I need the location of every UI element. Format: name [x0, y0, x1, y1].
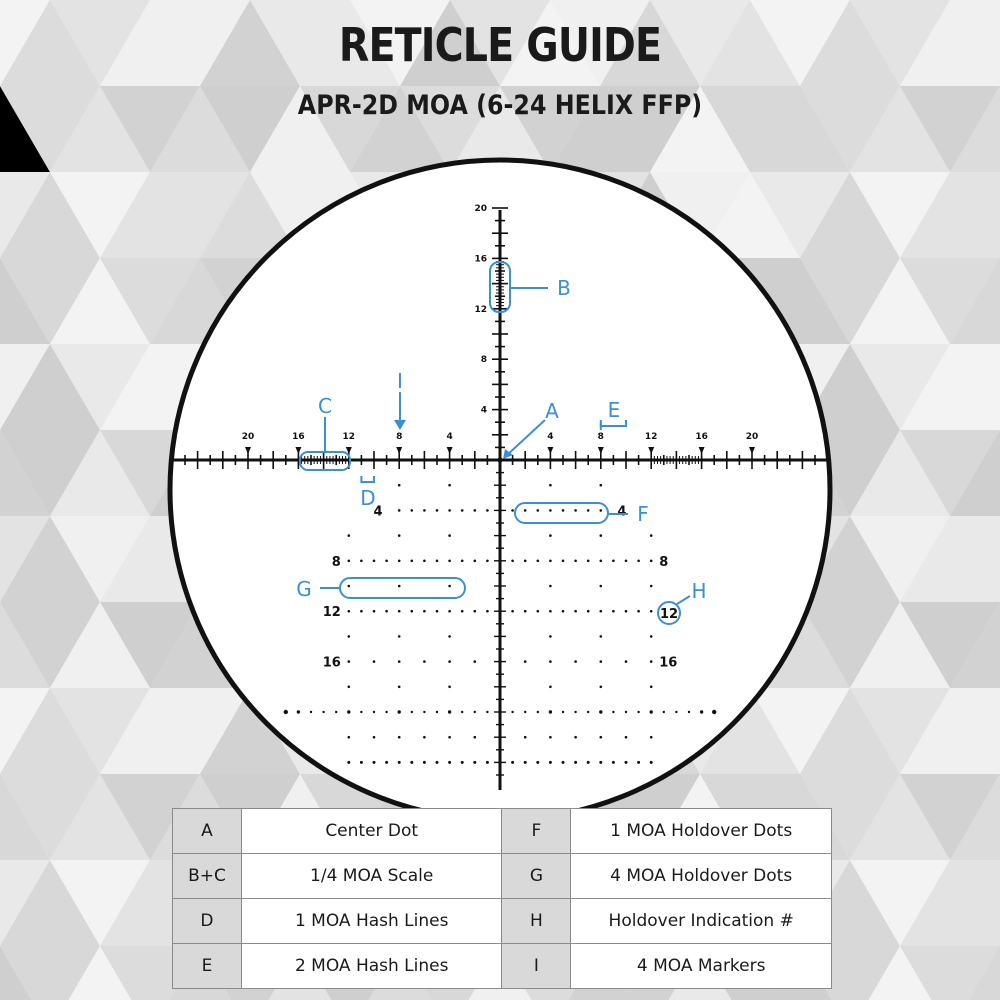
- vertical-scale-label: 4: [480, 405, 487, 416]
- holdover-dot: [537, 509, 540, 512]
- holdover-dot: [398, 761, 401, 764]
- holdover-dot: [474, 560, 477, 563]
- holdover-dot: [599, 710, 602, 713]
- holdover-dot: [650, 710, 653, 713]
- holdover-dot: [473, 761, 476, 764]
- page-title: RETICLE GUIDE: [338, 18, 662, 72]
- horizontal-scale-label: 12: [342, 432, 356, 442]
- legend-description: Center Dot: [241, 809, 502, 854]
- holdover-dot: [537, 610, 540, 613]
- holdover-dot: [600, 534, 603, 537]
- holdover-dot: [348, 610, 351, 613]
- holdover-dot: [537, 711, 539, 713]
- holdover-dot: [574, 509, 577, 512]
- holdover-dot: [637, 711, 639, 713]
- holdover-dot: [348, 736, 351, 739]
- holdover-dot: [625, 560, 628, 563]
- holdover-dot: [373, 736, 376, 739]
- holdover-dot: [600, 509, 603, 512]
- holdover-dot: [562, 761, 565, 764]
- legend-key: F: [502, 809, 571, 854]
- horizontal-scale-label: 12: [644, 432, 658, 442]
- holdover-dot: [398, 736, 401, 739]
- holdover-dot: [436, 711, 438, 713]
- holdover-dot: [625, 660, 628, 663]
- holdover-dot: [562, 610, 565, 613]
- holdover-dot: [600, 585, 603, 588]
- holdover-dot: [562, 560, 565, 563]
- holdover-label-right: 8: [659, 554, 669, 570]
- holdover-dot: [461, 509, 464, 512]
- holdover-dot: [411, 711, 413, 713]
- holdover-dot: [562, 509, 565, 512]
- holdover-label-left: 16: [322, 655, 341, 671]
- legend-description: Holdover Indication #: [571, 899, 832, 944]
- holdover-label-right: 4: [617, 504, 627, 520]
- callout-g-label: G: [296, 577, 312, 601]
- holdover-dot: [398, 534, 401, 537]
- holdover-dot: [574, 560, 577, 563]
- holdover-dot: [360, 610, 363, 613]
- legend-key: I: [502, 944, 571, 989]
- holdover-dot: [385, 560, 388, 563]
- holdover-dot: [448, 761, 451, 764]
- holdover-dot: [549, 710, 552, 713]
- holdover-dot: [587, 761, 590, 764]
- holdover-dot: [423, 610, 426, 613]
- holdover-dot: [587, 560, 590, 563]
- holdover-dot: [524, 736, 527, 739]
- holdover-dot: [637, 761, 640, 764]
- holdover-dot: [599, 761, 602, 764]
- holdover-dot: [448, 736, 451, 739]
- holdover-dot: [650, 660, 653, 663]
- holdover-dot: [524, 509, 527, 512]
- holdover-dot: [347, 710, 350, 713]
- holdover-dot: [524, 761, 527, 764]
- holdover-dot: [549, 484, 552, 487]
- holdover-dot: [486, 610, 489, 613]
- callout-d-label: D: [360, 486, 376, 510]
- holdover-dot: [612, 560, 615, 563]
- holdover-dot: [549, 534, 552, 537]
- holdover-dot: [549, 761, 552, 764]
- holdover-dot: [461, 761, 464, 764]
- holdover-dot: [461, 711, 463, 713]
- holdover-dot: [511, 711, 513, 713]
- center-dot: [497, 457, 502, 462]
- holdover-dot: [348, 660, 351, 663]
- callout-c-label: C: [318, 394, 332, 418]
- holdover-dot: [574, 711, 576, 713]
- holdover-dot: [650, 610, 653, 613]
- holdover-dot: [549, 560, 552, 563]
- holdover-dot: [486, 761, 489, 764]
- holdover-dot: [600, 736, 603, 739]
- holdover-dot: [448, 710, 451, 713]
- callout-f-label: F: [637, 502, 649, 526]
- holdover-dot: [436, 761, 439, 764]
- callout-h-label: H: [691, 579, 707, 603]
- holdover-dot: [612, 761, 615, 764]
- holdover-dot: [461, 560, 464, 563]
- holdover-dot: [448, 686, 451, 689]
- holdover-dot: [448, 585, 451, 588]
- holdover-dot: [549, 660, 552, 663]
- holdover-dot: [524, 711, 526, 713]
- holdover-dot: [410, 761, 413, 764]
- holdover-dot: [436, 509, 439, 512]
- holdover-dot: [360, 560, 363, 563]
- holdover-dot: [348, 534, 351, 537]
- holdover-dot: [423, 711, 425, 713]
- holdover-dot: [625, 761, 628, 764]
- holdover-dot: [574, 761, 577, 764]
- legend-key: A: [173, 809, 242, 854]
- holdover-dot: [448, 509, 451, 512]
- holdover-dot: [612, 711, 614, 713]
- holdover-dot: [423, 761, 426, 764]
- holdover-dot: [675, 711, 677, 713]
- holdover-dot: [310, 711, 312, 713]
- holdover-dot: [549, 610, 552, 613]
- legend-table: [172, 808, 832, 989]
- legend-description: 2 MOA Hash Lines: [241, 944, 502, 989]
- holdover-dot: [474, 711, 476, 713]
- holdover-dot: [650, 635, 653, 638]
- horizontal-scale-label: 20: [241, 432, 255, 442]
- holdover-dot: [474, 610, 477, 613]
- holdover-dot: [398, 635, 401, 638]
- vertical-scale-label: 8: [480, 355, 487, 366]
- holdover-dot: [411, 560, 414, 563]
- holdover-dot: [587, 610, 590, 613]
- holdover-dot: [549, 509, 552, 512]
- holdover-dot: [322, 711, 324, 713]
- legend-row: [173, 854, 832, 899]
- holdover-dot: [398, 585, 401, 588]
- vertical-scale-label: 20: [474, 204, 487, 214]
- holdover-dot: [411, 610, 414, 613]
- callout-b-label: B: [557, 276, 571, 300]
- holdover-dot: [348, 560, 351, 563]
- holdover-dot: [448, 610, 451, 613]
- callout-i-label: I: [397, 369, 403, 393]
- holdover-dot: [600, 660, 603, 663]
- holdover-label-right: 12: [659, 607, 679, 622]
- holdover-dot: [600, 610, 603, 613]
- holdover-dot: [360, 761, 363, 764]
- holdover-dot: [637, 610, 640, 613]
- callout-a-label: A: [545, 399, 559, 423]
- legend-key: B+C: [173, 854, 242, 899]
- holdover-dot: [373, 610, 376, 613]
- holdover-dot: [474, 660, 477, 663]
- holdover-dot: [511, 509, 514, 512]
- holdover-dot: [373, 560, 376, 563]
- legend-description: 1/4 MOA Scale: [241, 854, 502, 899]
- holdover-dot: [574, 660, 577, 663]
- holdover-dot: [574, 610, 577, 613]
- holdover-dot: [650, 534, 653, 537]
- holdover-dot: [549, 585, 552, 588]
- holdover-dot: [524, 560, 527, 563]
- holdover-dot: [348, 585, 351, 588]
- holdover-dot: [600, 686, 603, 689]
- holdover-dot: [536, 761, 539, 764]
- holdover-dot: [537, 560, 540, 563]
- holdover-dot: [524, 660, 527, 663]
- vertical-scale-label: 12: [474, 304, 487, 315]
- holdover-label-left: 4: [373, 504, 383, 520]
- callout-e-label: E: [607, 398, 621, 422]
- holdover-dot: [398, 686, 401, 689]
- holdover-dot: [448, 534, 451, 537]
- holdover-dot: [474, 509, 477, 512]
- holdover-dot: [423, 660, 426, 663]
- holdover-dot: [486, 711, 488, 713]
- holdover-dot: [587, 711, 589, 713]
- holdover-label-right: 16: [659, 655, 678, 671]
- legend-description: 4 MOA Holdover Dots: [571, 854, 832, 899]
- holdover-dot: [625, 736, 628, 739]
- horizontal-scale-label: 20: [745, 432, 759, 442]
- holdover-dot: [600, 484, 603, 487]
- holdover-dot: [436, 610, 439, 613]
- holdover-dot: [600, 635, 603, 638]
- holdover-dot: [486, 560, 489, 563]
- holdover-dot: [398, 484, 401, 487]
- holdover-dot: [297, 710, 300, 713]
- holdover-dot: [436, 560, 439, 563]
- horizontal-scale-label: 4: [446, 432, 453, 442]
- holdover-dot: [423, 509, 426, 512]
- holdover-dot: [574, 736, 577, 739]
- holdover-dot: [398, 610, 401, 613]
- holdover-dot: [650, 761, 653, 764]
- holdover-dot: [348, 686, 351, 689]
- holdover-dot: [486, 509, 489, 512]
- legend-description: 1 MOA Holdover Dots: [571, 809, 832, 854]
- legend-description: 1 MOA Hash Lines: [241, 899, 502, 944]
- holdover-dot: [600, 560, 603, 563]
- holdover-dot: [612, 610, 615, 613]
- legend-key: D: [173, 899, 242, 944]
- holdover-dot: [423, 560, 426, 563]
- holdover-dot: [461, 610, 464, 613]
- holdover-dot: [448, 660, 451, 663]
- holdover-dot: [360, 711, 362, 713]
- holdover-dot: [549, 686, 552, 689]
- holdover-dot: [637, 560, 640, 563]
- legend-description: 4 MOA Markers: [571, 944, 832, 989]
- holdover-dot: [625, 711, 627, 713]
- legend-key: H: [502, 899, 571, 944]
- holdover-dot: [511, 761, 514, 764]
- holdover-label-left: 12: [322, 605, 341, 621]
- holdover-dot: [448, 560, 451, 563]
- horizontal-scale-label: 16: [695, 432, 708, 442]
- holdover-dot: [474, 736, 477, 739]
- holdover-dot: [650, 560, 653, 563]
- holdover-dot: [448, 635, 451, 638]
- holdover-dot: [688, 711, 690, 713]
- holdover-dot: [347, 761, 350, 764]
- holdover-dot: [650, 686, 653, 689]
- legend-row: [173, 899, 832, 944]
- vertical-scale-label: 16: [474, 254, 487, 265]
- holdover-dot: [373, 761, 376, 764]
- holdover-dot: [423, 736, 426, 739]
- holdover-dot: [700, 710, 703, 713]
- holdover-dot: [335, 711, 337, 713]
- holdover-dot: [398, 560, 401, 563]
- holdover-dot: [373, 711, 375, 713]
- holdover-dot: [650, 736, 653, 739]
- holdover-dot: [511, 560, 514, 563]
- holdover-dot: [625, 610, 628, 613]
- horizontal-scale-label: 16: [292, 432, 305, 442]
- legend-row: [173, 944, 832, 989]
- legend-row: [173, 809, 832, 854]
- legend-key: G: [502, 854, 571, 899]
- holdover-dot: [385, 610, 388, 613]
- holdover-dot: [549, 635, 552, 638]
- holdover-dot: [398, 509, 401, 512]
- holdover-dot: [562, 711, 564, 713]
- holdover-dot: [587, 509, 590, 512]
- holdover-dot: [650, 585, 653, 588]
- holdover-dot: [524, 610, 527, 613]
- holdover-dot: [663, 711, 665, 713]
- holdover-dot: [398, 660, 401, 663]
- holdover-label-left: 8: [331, 554, 341, 570]
- holdover-dot: [712, 710, 716, 714]
- holdover-dot: [549, 736, 552, 739]
- horizontal-scale-label: 4: [547, 432, 554, 442]
- horizontal-scale-label: 8: [396, 432, 403, 442]
- holdover-dot: [511, 610, 514, 613]
- holdover-dot: [385, 711, 387, 713]
- holdover-dot: [385, 761, 388, 764]
- page-subtitle: APR-2D MOA (6-24 HELIX FFP): [297, 90, 703, 121]
- horizontal-scale-label: 8: [597, 432, 604, 442]
- holdover-dot: [411, 509, 414, 512]
- legend-key: E: [173, 944, 242, 989]
- holdover-dot: [284, 710, 288, 714]
- holdover-dot: [448, 484, 451, 487]
- holdover-dot: [348, 635, 351, 638]
- holdover-dot: [373, 660, 376, 663]
- holdover-dot: [398, 710, 401, 713]
